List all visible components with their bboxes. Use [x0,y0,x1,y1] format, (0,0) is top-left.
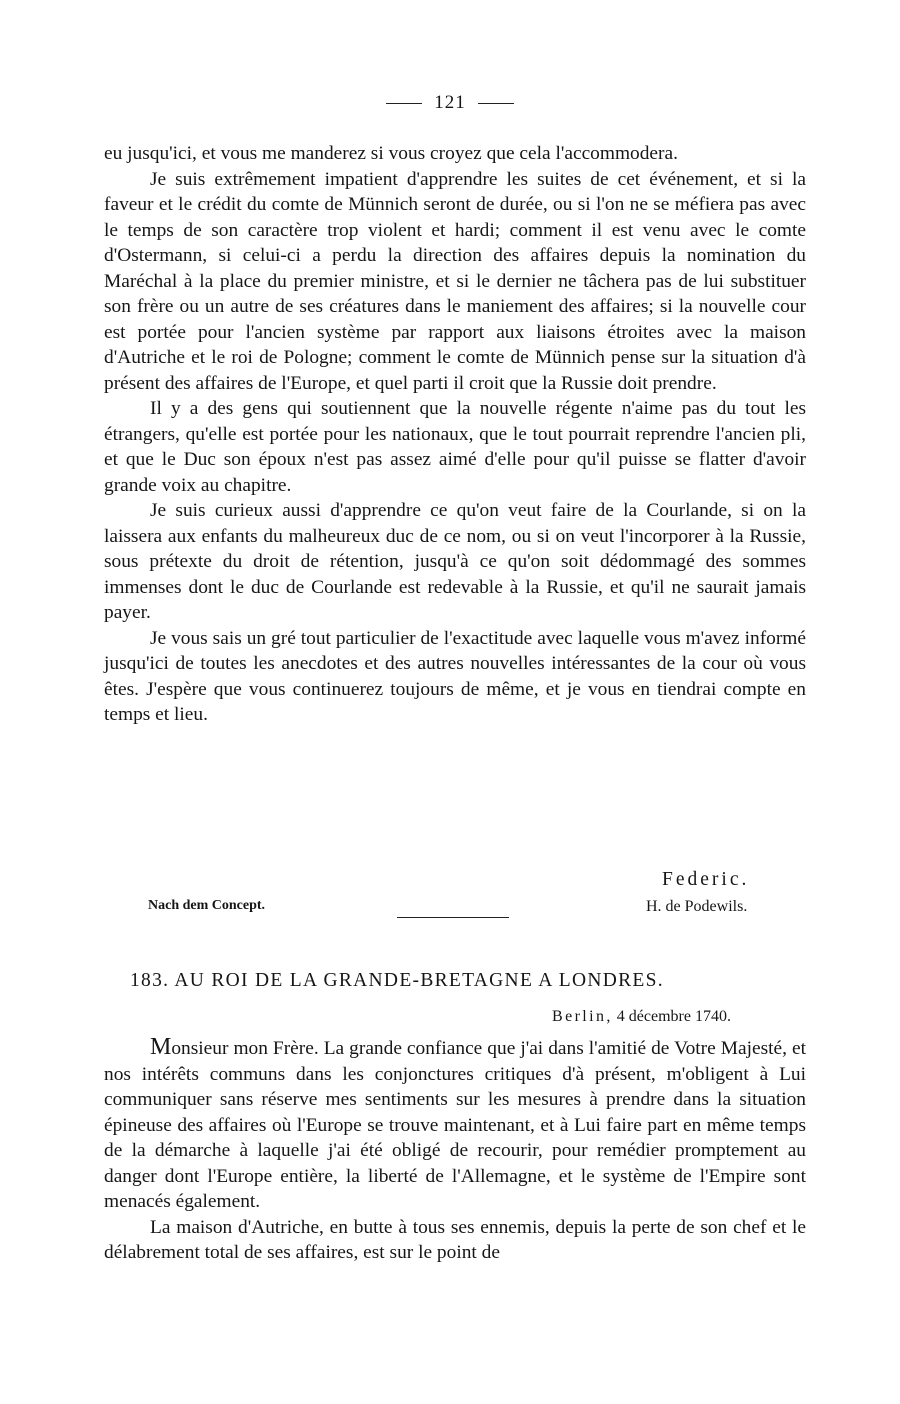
paragraph: Il y a des gens qui soutiennent que la nouvelle régente n'aime pas du tout les étrangers, qu'elle est portée pour les nationaux, que le tout pourrait reprendre l'ancien pli, et que le Duc son époux n'est pas assez aimé d'elle pour qu'il puisse se flatter d'avoir grande voix au chapitre. [104,398,806,496]
paragraph-opening [104,1035,806,1215]
previous-letter-text [104,141,806,728]
date-text: 4 décembre 1740. [616,1008,731,1025]
salutation: onsieur mon Frère. [171,1038,319,1059]
opening-text: La grande confiance que j'ai dans l'amitié de Votre Majesté, et nos intérêts communs dans les conjonctures critiques d'à présent, m'obligent à Lui communiquer sans réserve mes sentiments sur les mesures à prendre dans la situation épineuse des affaires où l'Europe se trouve maintenant, et à Lui faire part en même temps de la démarche à laquelle j'ai été obligé de recourir, pour remédier promptement au danger dont l'Europe entière, la liberté de l'Allemagne, et le système de l'Empire sont menacés également. [104,1038,806,1212]
date-place: Berlin, [552,1008,613,1025]
letter-body [104,1035,806,1266]
paragraph: La maison d'Autriche, en butte à tous ses ennemis, depuis la perte de son chef et le délabrement total de ses affaires, est sur le point de [104,1216,806,1263]
countersignature: H. de Podewils. [646,898,748,915]
signature: Federic. [662,869,750,890]
source-note: Nach dem Concept. [148,898,266,913]
letter-heading: 183. AU ROI DE LA GRANDE-BRETAGNE A LONDRES. [130,970,664,991]
paragraph: Je suis curieux aussi d'apprendre ce qu'on veut faire de la Courlande, si on la laissera aux enfants du malheureux duc de ce nom, ou si on veut l'incorporer à la Russie, sous prétexte du droit de rétention, jusqu'à ce qu'on soit dédommagé des sommes immenses dont le duc de Courlande est redevable à la Russie, et qu'il ne saurait jamais payer. [104,500,806,623]
paragraph: Je vous sais un gré tout particulier de l'exactitude avec laquelle vous m'avez informé jusqu'ici de toutes les anecdotes et des autres nouvelles intéressantes de la cour où vous êtes. J'espère que vous continuerez toujours de même, et je vous en tiendrai compte en temps et lieu. [104,627,806,725]
page-number: 121 [434,92,466,113]
letter-dateline [552,1008,731,1026]
salutation-initial: M [150,1034,172,1060]
paragraph: Je suis extrêmement impatient d'apprendre les suites de cet événement, et si la faveur et le crédit du comte de Münnich seront de durée, ou si l'on ne se méfiera pas avec le temps de son caractère trop violent et hardi; comment il est venu avec le comte d'Ostermann, si celui-ci a perdu la direction des affaires depuis la nomination du Maréchal à la place du premier ministre, et si le dernier ne tâchera pas de lui substituer son frère ou un autre de ses créatures dans le maniement des affaires; si la nouvelle cour est portée pour l'ancien système par rapport aux liaisons étroites avec la maison d'Autriche et le roi de Pologne; comment le comte de Münnich pense sur la situation d'à présent des affaires de l'Europe, et quel parti il croit que la Russie doit prendre. [104,168,806,394]
running-header [0,92,900,114]
section-divider [397,917,509,918]
header-left-dash [386,103,422,104]
paragraph-continuation: eu jusqu'ici, et vous me manderez si vous croyez que cela l'accommodera. [104,143,678,164]
header-right-dash [478,103,514,104]
